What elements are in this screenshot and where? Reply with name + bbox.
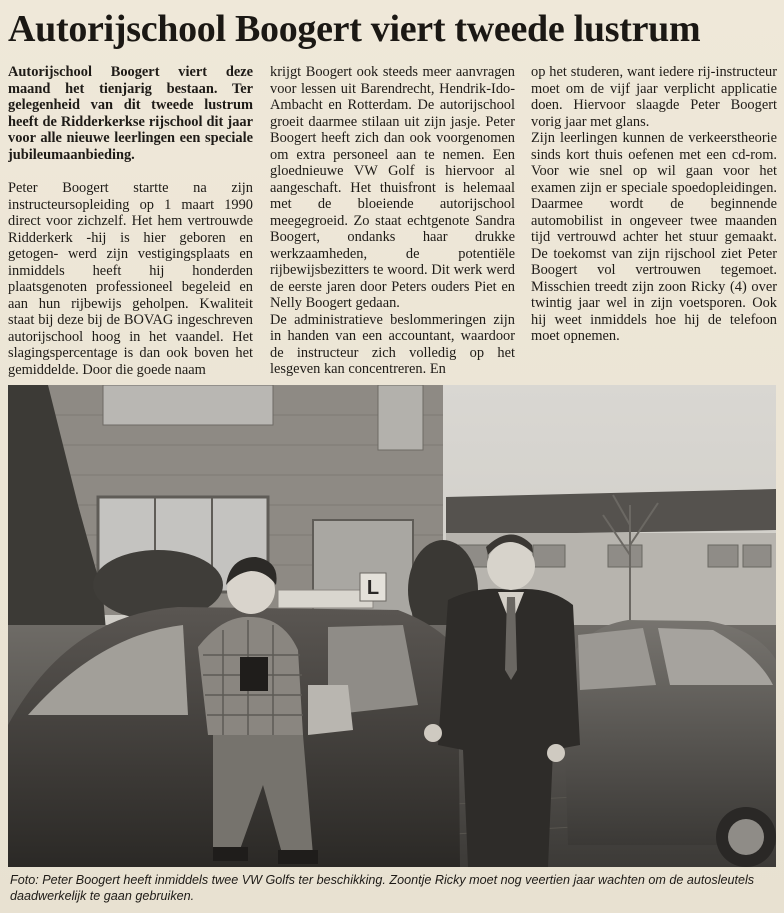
article-column-3 — [531, 64, 777, 380]
article-headline: Autorijschool Boogert viert tweede lustrum — [8, 8, 701, 50]
photo-caption: Foto: Peter Boogert heeft inmiddels twee VW Golfs ter beschikking. Zoontje Ricky moet nog veertien jaar wachten om de autosleutels daadwerkelijk te gaan gebruiken. — [10, 873, 755, 903]
photo-illustration — [8, 385, 776, 867]
article-lead: Autorijschool Boogert viert deze maand het tienjarig bestaan. Ter gelegenheid van dit tweede lustrum heeft de Ridderkerkse rijschool dit jaar voor alle nieuwe leerlingen een speciale jubileumaanbieding. — [8, 64, 253, 163]
article-paragraph: op het studeren, want iedere rij-instructeur moet om de vijf jaar verplicht applicatie doen. Hiervoor slaagde Peter Boogert vorig jaar met glans. — [531, 64, 777, 130]
article-paragraph: Zijn leerlingen kunnen de verkeerstheorie sinds kort thuis oefenen met een cd-rom. Voor wie snel op wil gaan voor het examen zijn er speciale spoedopleidingen. Daarmee wordt de beginnende automobilist in ongeveer twee maanden tijd vertrouwd achter het stuur gemaakt. De toekomst van zijn rijschool ziet Peter Boogert vol vertrouwen tegemoet. Misschien treedt zijn zoon Ricky (4) over twintig jaar wel in zijn voetsporen. Ook hij weet inmiddels hoe hij de telefoon moet opnemen. — [531, 130, 777, 344]
article-photo — [8, 385, 776, 867]
article-column-2 — [270, 64, 515, 380]
article-column-1 — [8, 64, 253, 380]
driving-school-sign-letter: L — [366, 577, 380, 599]
article-paragraph: krijgt Boogert ook steeds meer aanvragen voor lessen uit Barendrecht, Hendrik-Ido-Ambacht en Rotterdam. De autorijschool groeit daarmee stilaan uit zijn jasje. Peter Boogert heeft zich dan ook voorgenomen om extra personeel aan te nemen. Een gloednieuwe VW Golf is hiervoor al aangeschaft. Het thuisfront is helemaal met de bloeiende autorijschool meegegroeid. Zo staat echtgenote Sandra Boogert, ondanks haar drukke werkzaamheden, de potentiële rijbewijsbezitters te woord. Dit werk werd de eerste jaren door Peters ouders Piet en Nelly Boogert gedaan. — [270, 64, 515, 311]
article-paragraph: De administratieve beslommeringen zijn in handen van een accountant, waardoor de instructeur zich volledig op het lesgeven kan concentreren. En — [270, 311, 515, 377]
article-paragraph: Peter Boogert startte na zijn instructeursopleiding op 1 maart 1990 direct voor zichzelf. Het hem vertrouwde Ridderkerk -hij is hier geboren en getogen- werd zijn vestigingsplaats en inmiddels heeft hij honderden plaatsgenoten professioneel begeleid en aan hun rijbewijs geholpen. Kwaliteit staat bij deze bij de BOVAG ingeschreven autorijschool hoog in het vaandel. Het slagingspercentage is dan ook boven het gemiddelde. Door die goede naam — [8, 180, 253, 378]
